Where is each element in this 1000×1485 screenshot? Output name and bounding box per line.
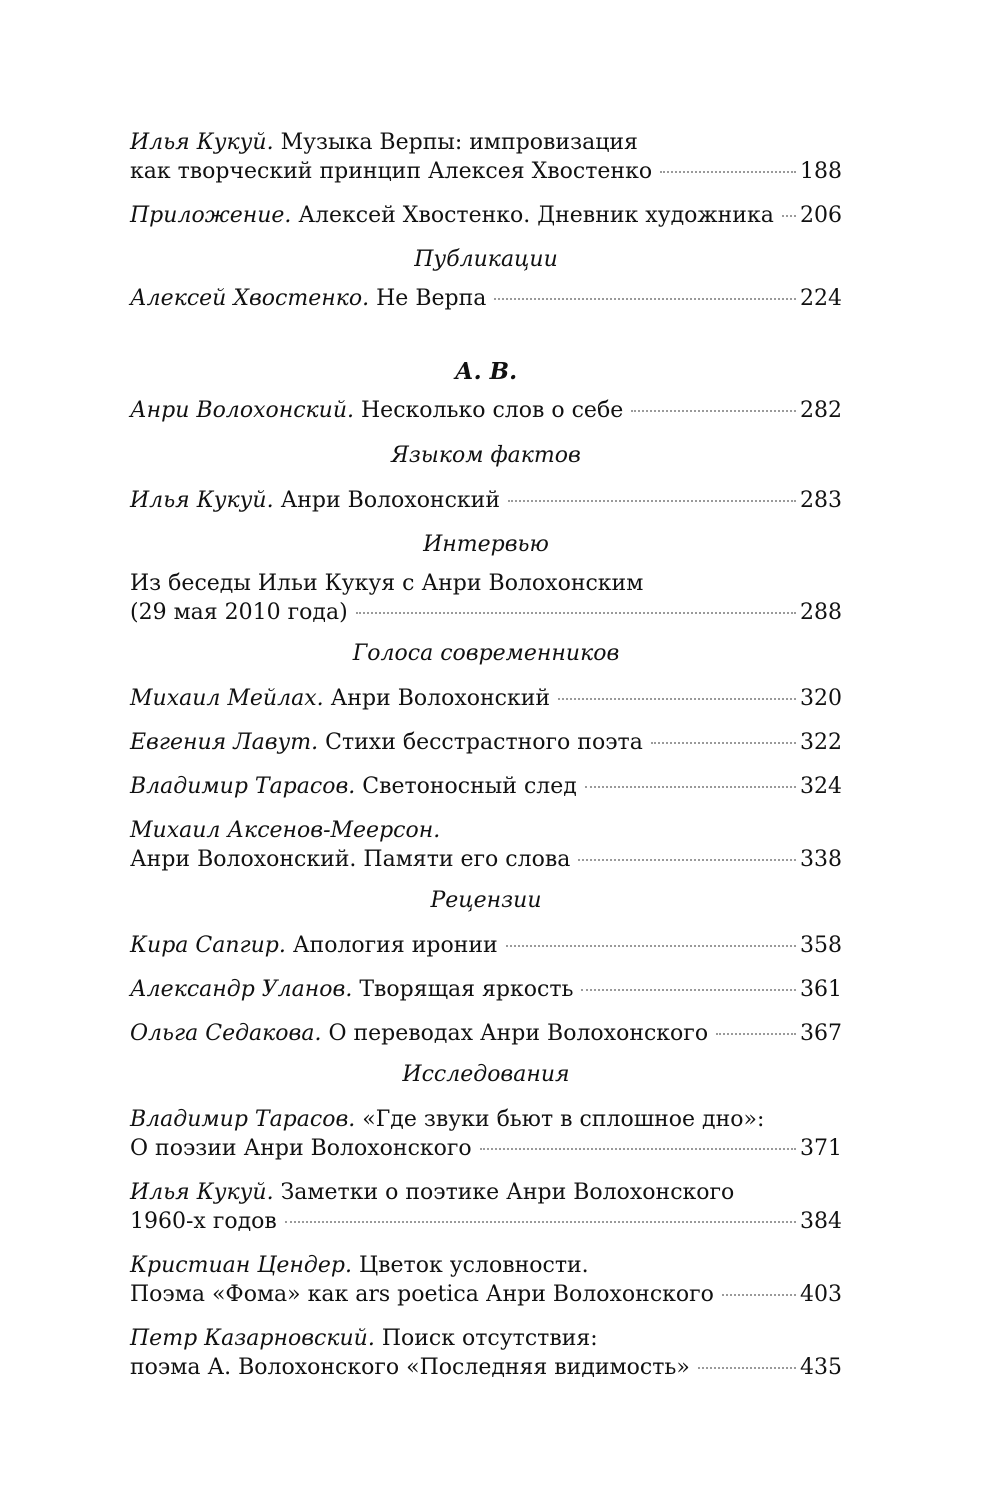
toc-entry[interactable] (130, 931, 842, 960)
dot-leader (578, 859, 796, 861)
dot-leader (480, 1148, 796, 1150)
page-number: 322 (800, 730, 842, 755)
page-number: 338 (800, 847, 842, 872)
toc-entry[interactable] (130, 486, 842, 515)
page-number: 361 (800, 977, 842, 1002)
toc-entry[interactable] (130, 1324, 842, 1382)
toc-entry[interactable] (130, 396, 842, 425)
entry-title: Не Верпа (369, 286, 487, 311)
section-heading: Публикации (414, 247, 558, 272)
dot-leader (285, 1221, 796, 1223)
page-number: 283 (800, 488, 842, 513)
dot-leader (581, 989, 796, 991)
entry-title: Анри Волохонский (273, 488, 500, 513)
toc-entry[interactable] (130, 816, 842, 874)
section-heading: Исследования (402, 1062, 570, 1087)
toc-entry[interactable] (130, 684, 842, 713)
entry-author: Михаил Мейлах. (130, 686, 324, 711)
page-number: 282 (800, 398, 842, 423)
entry-author: Кира Сапгир. (130, 933, 286, 958)
dot-leader (494, 298, 796, 300)
entry-title-continued: О поэзии Анри Волохонского (130, 1136, 472, 1161)
entry-author: Приложение. (130, 203, 292, 228)
entry-author: Евгения Лавут. (130, 730, 319, 755)
toc-entry[interactable] (130, 1105, 842, 1163)
table-of-contents (130, 128, 842, 1382)
section-heading: Языком фактов (391, 443, 581, 468)
dot-leader (508, 500, 796, 502)
section-heading: Рецензии (430, 888, 542, 913)
entry-author: Алексей Хвостенко. (130, 286, 370, 311)
entry-author: Владимир Тарасов. (130, 1107, 356, 1132)
page-number: 324 (800, 774, 842, 799)
entry-title-continued: (29 мая 2010 года) (130, 600, 348, 625)
toc-entry[interactable] (130, 1019, 842, 1048)
page-number: 367 (800, 1021, 842, 1046)
entry-author: Петр Казарновский. (130, 1326, 375, 1351)
toc-entry[interactable] (130, 975, 842, 1004)
entry-title: Анри Волохонский (323, 686, 551, 711)
toc-entry[interactable] (130, 201, 842, 230)
page-number: 358 (800, 933, 842, 958)
page-number: 320 (800, 686, 842, 711)
part-title: А. В. (454, 358, 518, 385)
dot-leader (651, 742, 796, 744)
entry-title-continued: 1960-х годов (130, 1209, 277, 1234)
dot-leader (631, 410, 796, 412)
page-number: 435 (800, 1355, 842, 1380)
dot-leader (558, 698, 796, 700)
entry-author: Илья Кукуй. (130, 1180, 274, 1205)
section-heading: Голоса современников (352, 641, 620, 666)
dot-leader (356, 612, 796, 614)
entry-title: Из беседы Ильи Кукуя с Анри Волохонским (130, 571, 644, 596)
entry-title: Стихи бесстрастного поэта (318, 730, 643, 755)
entry-title: О переводах Анри Волохонского (321, 1021, 709, 1046)
dot-leader (716, 1033, 796, 1035)
entry-title: Поиск отсутствия: (374, 1326, 598, 1351)
toc-entry[interactable] (130, 772, 842, 801)
entry-title: Светоносный след (355, 774, 577, 799)
toc-entry[interactable] (130, 569, 842, 627)
page-number: 403 (800, 1282, 842, 1307)
toc-entry[interactable] (130, 284, 842, 313)
toc-entry[interactable] (130, 1251, 842, 1309)
dot-leader (660, 171, 796, 173)
page-number: 224 (800, 286, 842, 311)
toc-entry[interactable] (130, 128, 842, 186)
page-number: 371 (800, 1136, 842, 1161)
toc-entry[interactable] (130, 728, 842, 757)
entry-title-continued: поэма А. Волохонского «Последняя видимость» (130, 1355, 690, 1380)
entry-title: Анри Волохонский. Памяти его слова (130, 847, 571, 872)
entry-title: Цветок условности. (351, 1253, 589, 1278)
entry-author: Михаил Аксенов-Меерсон. (130, 818, 441, 843)
entry-title: Апология иронии (285, 933, 498, 958)
entry-author: Илья Кукуй. (130, 488, 274, 513)
dot-leader (782, 215, 796, 217)
dot-leader (722, 1294, 796, 1296)
entry-author: Кристиан Цендер. (130, 1253, 352, 1278)
entry-title-continued: как творческий принцип Алексея Хвостенко (130, 159, 653, 184)
entry-author: Илья Кукуй. (130, 130, 274, 155)
page-number: 206 (800, 203, 842, 228)
entry-title: Творящая яркость (352, 977, 574, 1002)
dot-leader (585, 786, 796, 788)
entry-title: «Где звуки бьют в сплошное дно»: (355, 1107, 765, 1132)
entry-title: Музыка Верпы: импровизация (273, 130, 638, 155)
page-number: 384 (800, 1209, 842, 1234)
entry-author: Анри Волохонский. (130, 398, 354, 423)
entry-title: Несколько слов о себе (354, 398, 624, 423)
entry-author: Ольга Седакова. (130, 1021, 322, 1046)
page-number: 188 (800, 159, 842, 184)
entry-title: Алексей Хвостенко. Дневник художника (291, 203, 774, 228)
entry-title-continued: Поэма «Фома» как ars poetica Анри Волохонского (130, 1282, 714, 1307)
entry-author: Владимир Тарасов. (130, 774, 356, 799)
entry-title: Заметки о поэтике Анри Волохонского (273, 1180, 735, 1205)
entry-author: Александр Уланов. (130, 977, 353, 1002)
section-heading: Интервью (423, 532, 549, 557)
dot-leader (506, 945, 796, 947)
toc-entry[interactable] (130, 1178, 842, 1236)
dot-leader (698, 1367, 796, 1369)
page-number: 288 (800, 600, 842, 625)
